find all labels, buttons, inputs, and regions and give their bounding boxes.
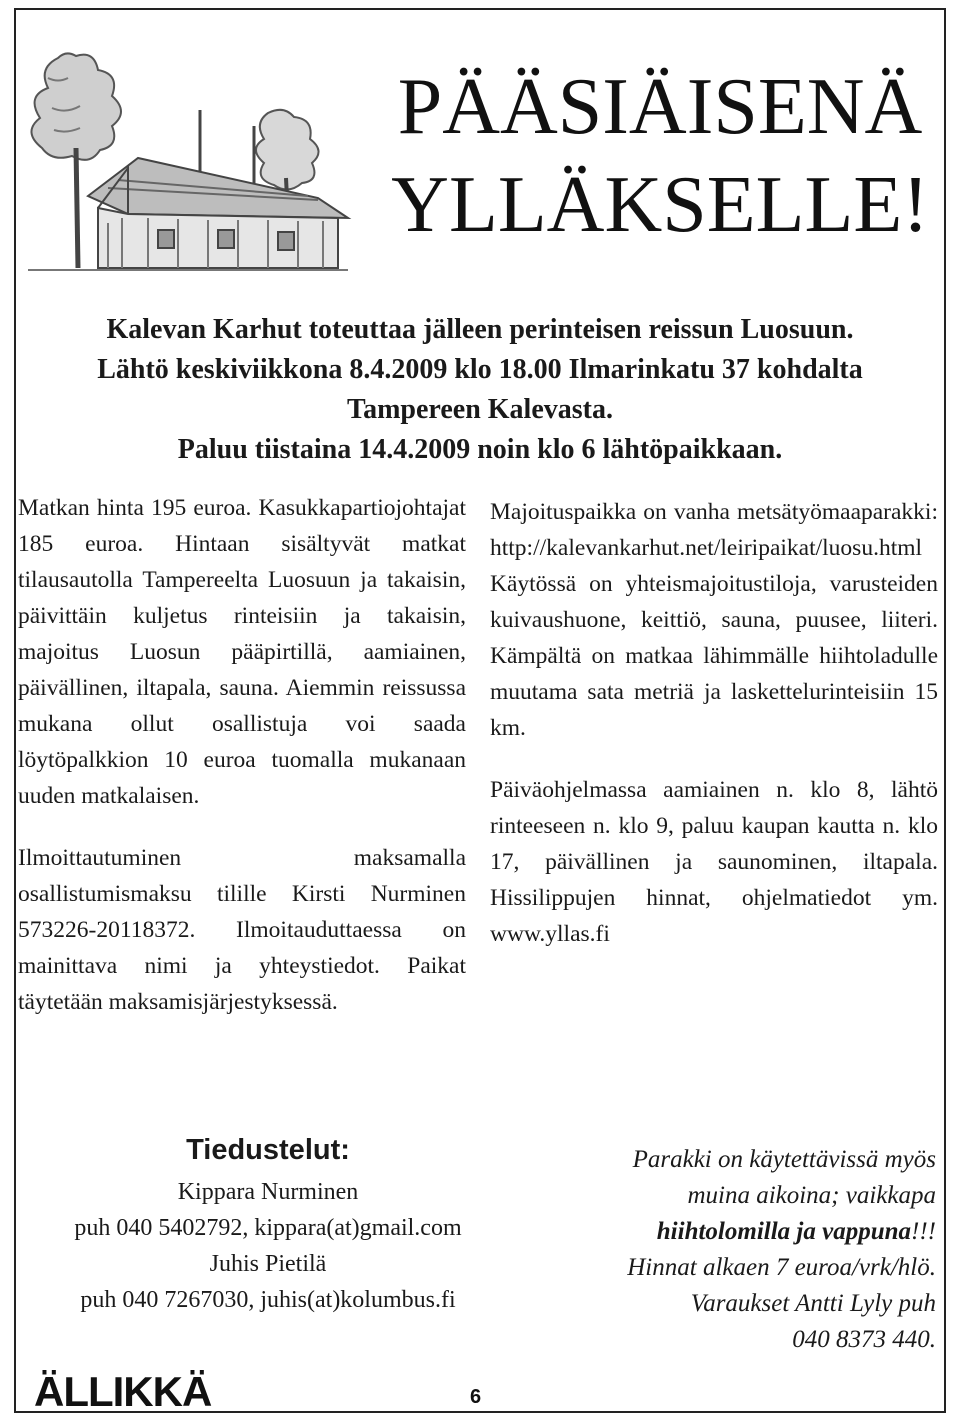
accommodation-paragraph: Majoituspaikka on vanha metsätyömaaparakki: http://kalevankarhut.net/leiripaikat/luosu.html Käytössä on yhteismajoitustiloja, varusteiden kuivaushuone, keittiö, sauna, puusee, liiteri. Kämpältä on matkaa lähimmälle hiihtoladulle muutama sata metriä ja laskettelurinteisiin 15 km. <box>490 499 938 741</box>
page-number: 6 <box>470 1386 482 1408</box>
contact-heading: Tiedustelut: <box>186 1134 350 1166</box>
side-note-line-6: 040 8373 440. <box>792 1326 936 1353</box>
left-column <box>18 490 466 1020</box>
side-note-line-2: muina aikoina; vaikkapa <box>687 1182 936 1209</box>
intro-line-3: Tampereen Kalevasta. <box>347 394 613 425</box>
contact-block <box>8 1128 528 1318</box>
side-note-line-4: Hinnat alkaen 7 euroa/vrk/hlö. <box>627 1254 936 1281</box>
intro-line-4: Paluu tiistaina 14.4.2009 noin klo 6 lähtöpaikkaan. <box>177 434 783 465</box>
side-note-line-5: Varaukset Antti Lyly puh <box>690 1290 936 1317</box>
headline <box>380 58 940 254</box>
registration-paragraph: Ilmoittautuminen maksamalla osallistumismaksu tilille Kirsti Nurminen 573226-20118372. Ilmoitauduttaessa on mainittava nimi ja yhteystiedot. Paikat täytetään maksamisjärjestyksessä. <box>18 845 466 1015</box>
side-note-exclamation: !!! <box>911 1218 936 1245</box>
allikka-logo: ÄLLIKKÄ <box>34 1368 212 1415</box>
side-note-line-1: Parakki on käytettävissä myös <box>632 1146 936 1173</box>
intro-block <box>0 310 960 470</box>
contact-person2-details: puh 040 7267030, juhis(at)kolumbus.fi <box>80 1287 456 1313</box>
headline-line-2: YLLÄKSELLE! <box>391 161 929 249</box>
headline-line-1: PÄÄSIÄISENÄ <box>397 63 923 151</box>
side-note <box>532 1142 936 1358</box>
intro-line-2: Lähtö keskiviikkona 8.4.2009 klo 18.00 Ilmarinkatu 37 kohdalta <box>97 354 863 385</box>
cabin-sketch-illustration <box>18 18 358 280</box>
contact-person2-name: Juhis Pietilä <box>209 1251 327 1277</box>
program-paragraph: Päiväohjelmassa aamiainen n. klo 8, lähtö rinteeseen n. klo 9, paluu kaupan kautta n. klo 17, päivällinen ja saunominen, iltapala. Hissilippujen hinnat, ohjelmatiedot ym. www.yllas.fi <box>490 777 938 947</box>
contact-person1-details: puh 040 5402792, kippara(at)gmail.com <box>74 1215 462 1241</box>
intro-line-1: Kalevan Karhut toteuttaa jälleen perinteisen reissun Luosuun. <box>106 314 854 345</box>
side-note-emphasis: hiihtolomilla ja vappuna <box>656 1218 912 1245</box>
side-note-line-3 <box>532 1214 936 1250</box>
contact-person1-name: Kippara Nurminen <box>177 1179 359 1205</box>
price-paragraph: Matkan hinta 195 euroa. Kasukkapartiojohtajat 185 euroa. Hintaan sisältyvät matkat tilausautolla Tampereelta Luosuun ja takaisin, päivittäin kuljetus rinteisiin ja takaisin, majoitus Luosun pääpirtillä, aamiainen, päivällinen, iltapala, sauna. Aiemmin reissussa mukana ollut osallistuja voi saada löytöpalkkion 10 euroa tuomalla mukanaan uuden matkalaisen. <box>18 495 466 809</box>
right-column <box>490 494 938 952</box>
